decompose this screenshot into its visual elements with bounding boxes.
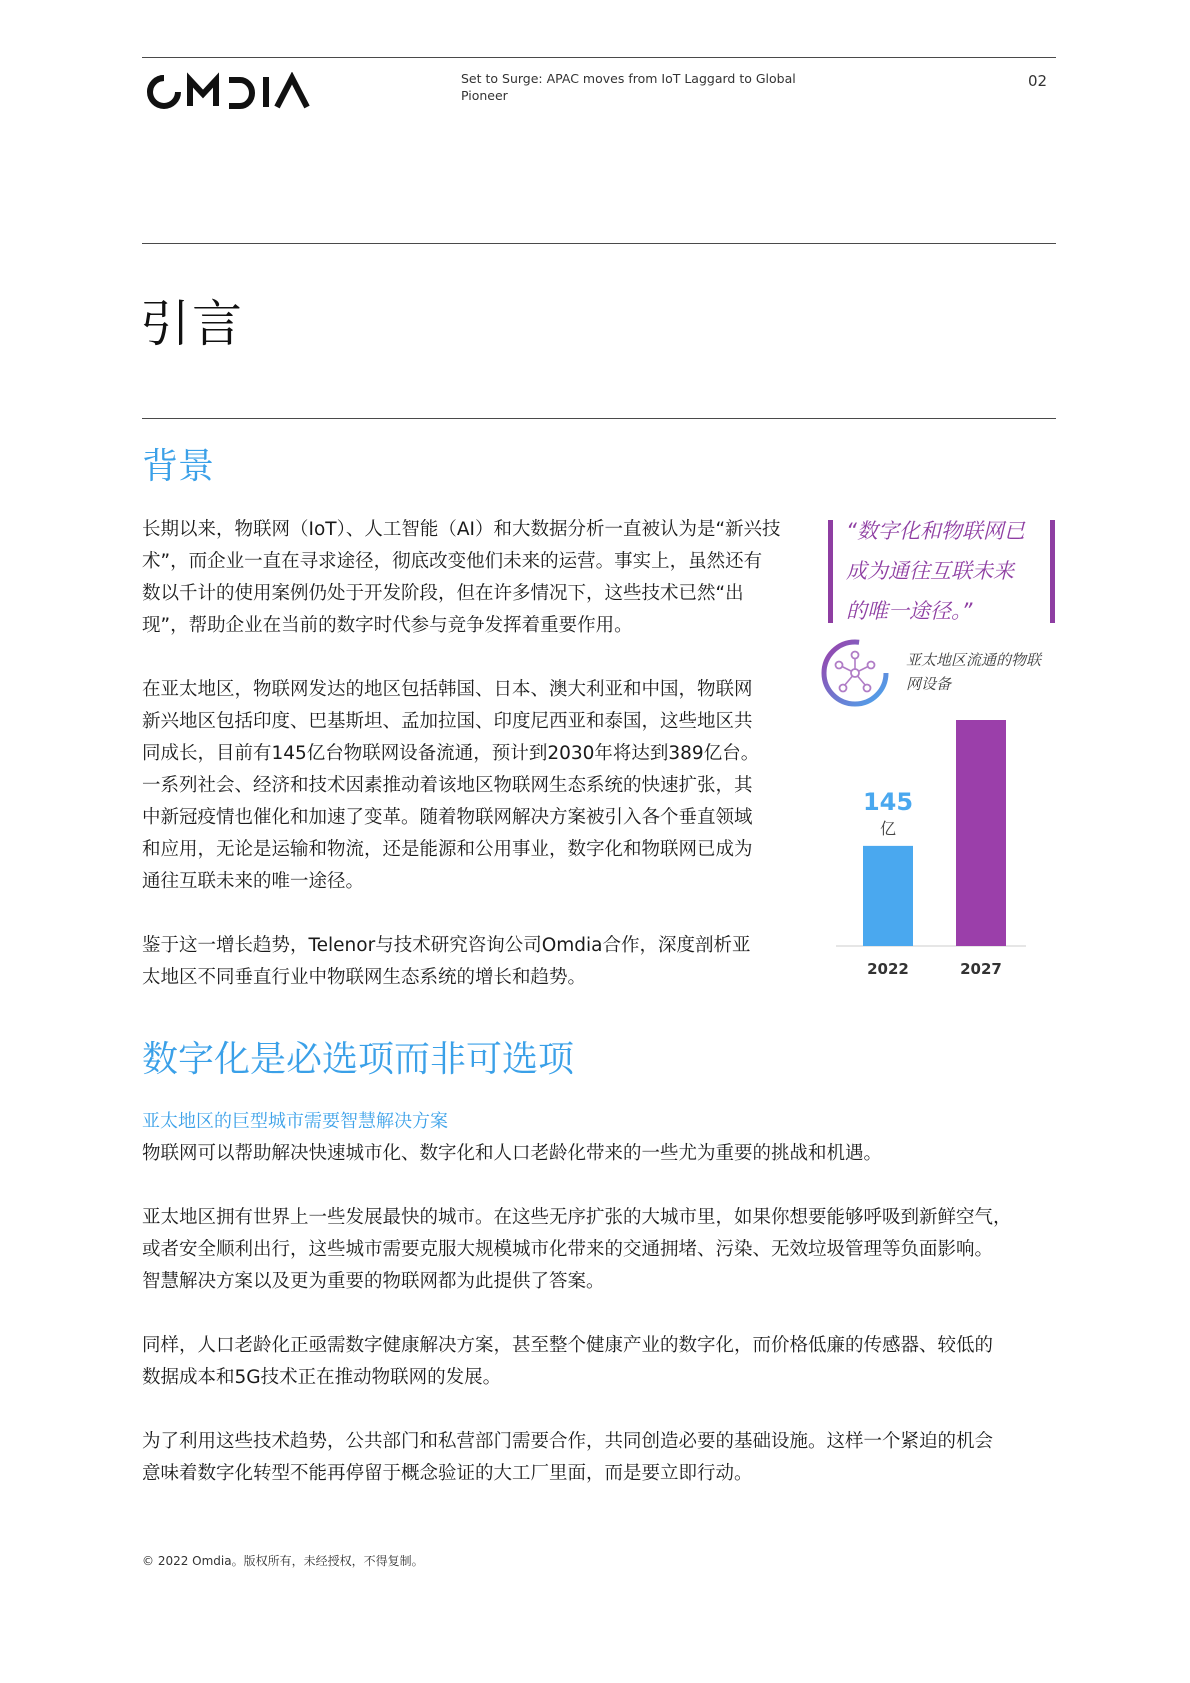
text-line: 术”，而企业一直在寻求途径，彻底改变他们未来的运营。事实上，虽然还有: [142, 551, 763, 572]
header-top-rule: [142, 57, 1056, 58]
document-title: Set to Surge: APAC moves from IoT Laggard to Global Pioneer: [461, 71, 796, 103]
paragraph: [142, 1426, 1056, 1490]
bar-value-label: 145: [862, 787, 914, 816]
x-tick-label: 2027: [960, 960, 1002, 978]
chart-caption: [906, 648, 1056, 696]
paragraph: [142, 1138, 1056, 1170]
pull-quote: [846, 511, 1051, 631]
text-line: 意味着数字化转型不能再停留于概念验证的大工厂里面，而是要立即行动。: [142, 1463, 753, 1484]
quote-left-bar: [828, 520, 833, 623]
text-line: 在亚太地区，物联网发达的地区包括韩国、日本、澳大利亚和中国，物联网: [142, 679, 753, 700]
paragraph: [142, 1330, 1056, 1394]
text-line: 数以千计的使用案例仍处于开发阶段，但在许多情况下，这些技术已然“出: [142, 583, 744, 604]
text-line: 同成长，目前有145亿台物联网设备流通，预计到2030年将达到389亿台。: [142, 743, 760, 764]
text-line: 现”，帮助企业在当前的数字时代参与竞争发挥着重要作用。: [142, 615, 633, 636]
paragraph: [142, 930, 802, 994]
text-line: 鉴于这一增长趋势，Telenor与技术研究咨询公司Omdia合作，深度剖析亚: [142, 935, 751, 956]
subheading-smart-cities: 亚太地区的巨型城市需要智慧解决方案: [142, 1111, 448, 1132]
section-heading-digitalization: 数字化是必选项而非可选项: [142, 1039, 575, 1080]
copyright-footer: © 2022 Omdia。版权所有，未经授权，不得复制。: [142, 1554, 424, 1568]
section-heading-background: 背景: [142, 446, 215, 487]
quote-line: 成为通往互联未来: [846, 559, 1014, 583]
text-line: 为了利用这些技术趋势，公共部门和私营部门需要合作，共同创造必要的基础设施。这样一个紧迫的机会: [142, 1431, 994, 1452]
digitalization-body: [142, 1138, 1056, 1490]
text-line: 亚太地区拥有世界上一些发展最快的城市。在这些无序扩张的大城市里，如果你想要能够呼吸到新鲜空气，: [142, 1207, 1012, 1228]
title-top-rule: [142, 243, 1056, 244]
text-line: 数据成本和5G技术正在推动物联网的发展。: [142, 1367, 502, 1388]
title-bottom-rule: [142, 418, 1056, 419]
text-line: 和应用，无论是运输和物流，还是能源和公用事业，数字化和物联网已成为: [142, 839, 753, 860]
iot-network-icon: [820, 638, 890, 708]
quote-line: 的唯一途径。”: [846, 599, 973, 623]
bar-2027: [956, 720, 1006, 946]
bar-2022: [863, 846, 913, 946]
text-line: 太地区不同垂直行业中物联网生态系统的增长和趋势。: [142, 967, 587, 988]
bar-unit-label: 亿: [879, 818, 897, 838]
text-line: 一系列社会、经济和技术因素推动着该地区物联网生态系统的快速扩张，其: [142, 775, 753, 796]
page-title: 引言: [140, 295, 244, 353]
omdia-logo: [146, 72, 314, 112]
page-number: 02: [1028, 72, 1048, 90]
text-line: 中新冠疫情也催化和加速了变革。随着物联网解决方案被引入各个垂直领域: [142, 807, 753, 828]
text-line: 智慧解决方案以及更为重要的物联网都为此提供了答案。: [142, 1271, 605, 1292]
background-body: [142, 514, 802, 994]
text-line: 物联网可以帮助解决快速城市化、数字化和人口老龄化带来的一些尤为重要的挑战和机遇。: [142, 1143, 883, 1164]
text-line: 通往互联未来的唯一途径。: [142, 871, 365, 892]
paragraph: [142, 674, 802, 898]
caption-line: 亚太地区流通的物联: [906, 651, 1042, 669]
quote-line: “数字化和物联网已: [846, 519, 1025, 543]
text-line: 同样，人口老龄化正亟需数字健康解决方案，甚至整个健康产业的数字化，而价格低廉的传感器、较低的: [142, 1335, 994, 1356]
caption-line: 网设备: [906, 675, 952, 693]
paragraph: [142, 514, 802, 642]
text-line: 或者安全顺利出行，这些城市需要克服大规模城市化带来的交通拥堵、污染、无效垃圾管理等负面影响。: [142, 1239, 994, 1260]
paragraph: [142, 1202, 1056, 1298]
text-line: 长期以来，物联网（IoT）、人工智能（AI）和大数据分析一直被认为是“新兴技: [142, 519, 781, 540]
text-line: 新兴地区包括印度、巴基斯坦、孟加拉国、印度尼西亚和泰国，这些地区共: [142, 711, 753, 732]
x-tick-label: 2022: [867, 960, 909, 978]
iot-devices-bar-chart: [836, 720, 1046, 990]
